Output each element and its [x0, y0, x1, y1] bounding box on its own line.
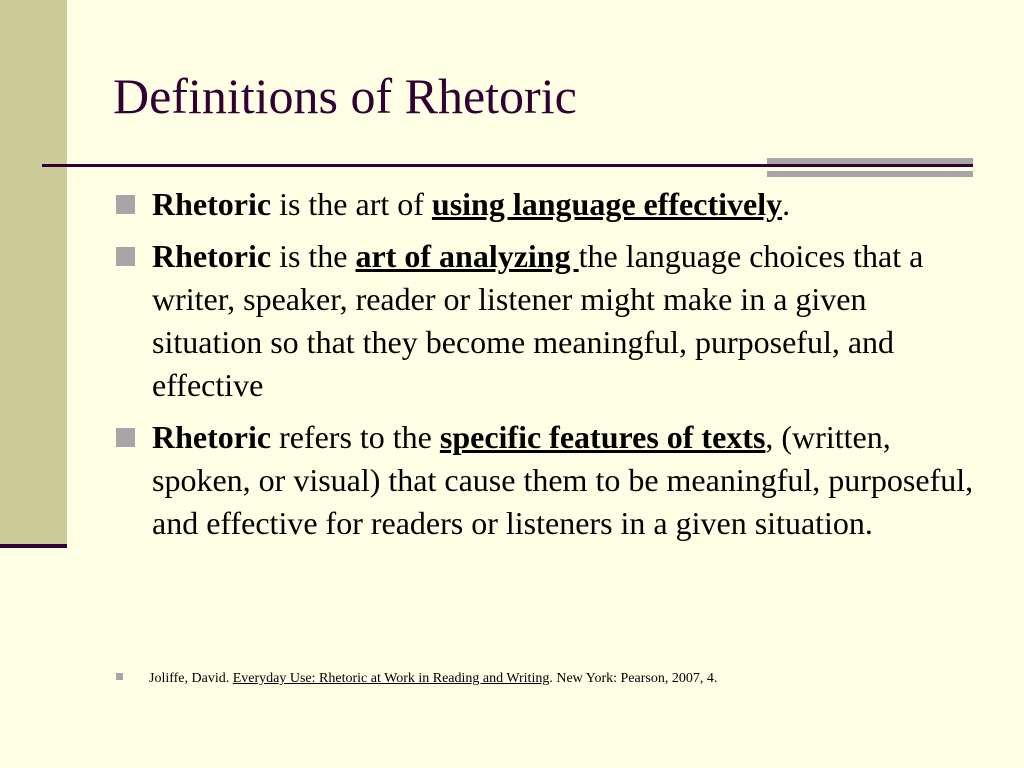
reference-citation — [116, 669, 717, 689]
bullet-text-post: the language choices that a writer, speaker, reader or listener might make in a given situation so that they become meaningful, purposeful, and effective — [152, 238, 924, 403]
bullet-emphasis: art of analyzing — [355, 238, 579, 274]
square-bullet-icon — [116, 247, 135, 266]
square-bullet-icon — [116, 195, 135, 214]
bullet-term: Rhetoric — [152, 238, 272, 274]
bullet-text-pre: refers to the — [271, 419, 440, 455]
bullet-item-3 — [116, 416, 976, 545]
bullet-item-1 — [116, 183, 976, 226]
decorative-gray-bar-top — [767, 158, 973, 164]
slide-body — [116, 183, 976, 554]
bullet-text-pre: is the — [271, 238, 356, 274]
bullet-text-pre: is the art of — [271, 186, 432, 222]
bullet-item-2 — [116, 235, 976, 407]
bullet-text-post: , (written, spoken, or visual) that cause them to be meaningful, purposeful, and effective for readers or listeners in a given situation. — [152, 419, 974, 541]
bullet-emphasis: using language effectively — [431, 186, 783, 222]
left-decorative-band — [0, 0, 67, 548]
small-square-bullet-icon — [116, 673, 123, 680]
bullet-emphasis: specific features of texts — [439, 419, 766, 455]
bullet-term: Rhetoric — [152, 419, 272, 455]
bullet-text-post: . — [782, 186, 791, 222]
title-underline-rule — [42, 164, 973, 167]
reference-author: Joliffe, David. — [149, 671, 233, 686]
square-bullet-icon — [116, 428, 135, 447]
bullet-term: Rhetoric — [152, 186, 272, 222]
left-accent-line — [0, 544, 67, 548]
decorative-gray-bar-bottom — [767, 171, 973, 177]
reference-work-title: Everyday Use: Rhetoric at Work in Reading and Writing — [232, 671, 550, 686]
slide-title: Definitions of Rhetoric — [113, 68, 577, 124]
reference-publication: . New York: Pearson, 2007, 4. — [549, 671, 718, 686]
